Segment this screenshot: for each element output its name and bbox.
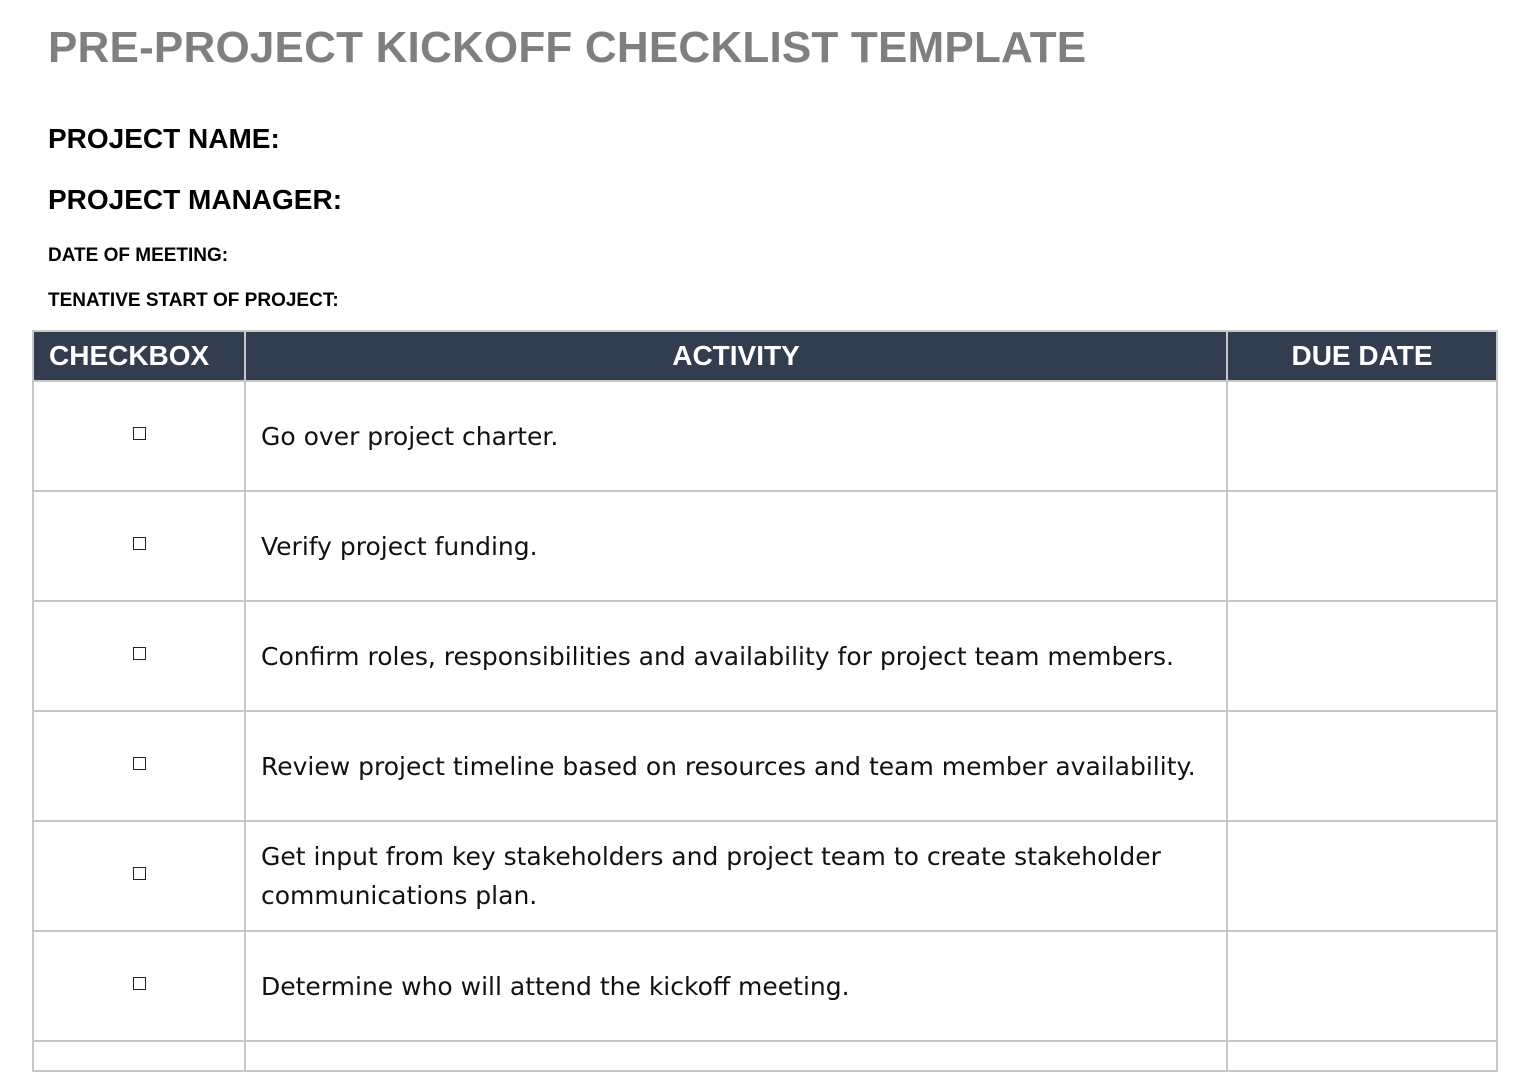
checkbox-icon[interactable]: [133, 977, 146, 990]
table-row: [33, 491, 1497, 601]
due-date-cell[interactable]: [1227, 1041, 1497, 1071]
checkbox-cell: [33, 491, 245, 601]
project-manager-label: PROJECT MANAGER:: [48, 184, 343, 215]
activity-cell: [245, 1041, 1227, 1071]
header-checkbox: CHECKBOX: [33, 331, 245, 381]
header-activity: ACTIVITY: [245, 331, 1227, 381]
due-date-cell[interactable]: [1227, 601, 1497, 711]
page-title: PRE-PROJECT KICKOFF CHECKLIST TEMPLATE: [48, 23, 1087, 72]
checkbox-icon[interactable]: [133, 537, 146, 550]
activity-cell: Verify project funding.: [245, 491, 1227, 601]
checkbox-icon[interactable]: [133, 647, 146, 660]
activity-cell: Get input from key stakeholders and project team to create stakeholder communications plan.: [245, 821, 1227, 931]
table-row: [33, 711, 1497, 821]
checkbox-icon[interactable]: [133, 867, 146, 880]
due-date-cell[interactable]: [1227, 381, 1497, 491]
checkbox-cell: [33, 711, 245, 821]
header-row: [33, 331, 1497, 381]
activity-cell: Go over project charter.: [245, 381, 1227, 491]
tentative-start-label: TENATIVE START OF PROJECT:: [48, 290, 339, 311]
checkbox-cell: [33, 821, 245, 931]
activity-cell: Confirm roles, responsibilities and availability for project team members.: [245, 601, 1227, 711]
table-row-partial: [33, 1041, 1497, 1071]
due-date-cell[interactable]: [1227, 491, 1497, 601]
checkbox-icon[interactable]: [133, 427, 146, 440]
header-due-date: DUE DATE: [1227, 331, 1497, 381]
table-row: [33, 601, 1497, 711]
due-date-cell[interactable]: [1227, 821, 1497, 931]
checkbox-icon[interactable]: [133, 757, 146, 770]
project-name-label: PROJECT NAME:: [48, 123, 280, 154]
checkbox-cell: [33, 601, 245, 711]
checkbox-cell: [33, 1041, 245, 1071]
activity-cell: Review project timeline based on resources and team member availability.: [245, 711, 1227, 821]
table-row: [33, 821, 1497, 931]
checklist-table: [32, 330, 1498, 1072]
date-of-meeting-label: DATE OF MEETING:: [48, 245, 229, 266]
table-row: [33, 931, 1497, 1041]
due-date-cell[interactable]: [1227, 931, 1497, 1041]
activity-cell: Determine who will attend the kickoff meeting.: [245, 931, 1227, 1041]
table-row: [33, 381, 1497, 491]
due-date-cell[interactable]: [1227, 711, 1497, 821]
checkbox-cell: [33, 931, 245, 1041]
checkbox-cell: [33, 381, 245, 491]
